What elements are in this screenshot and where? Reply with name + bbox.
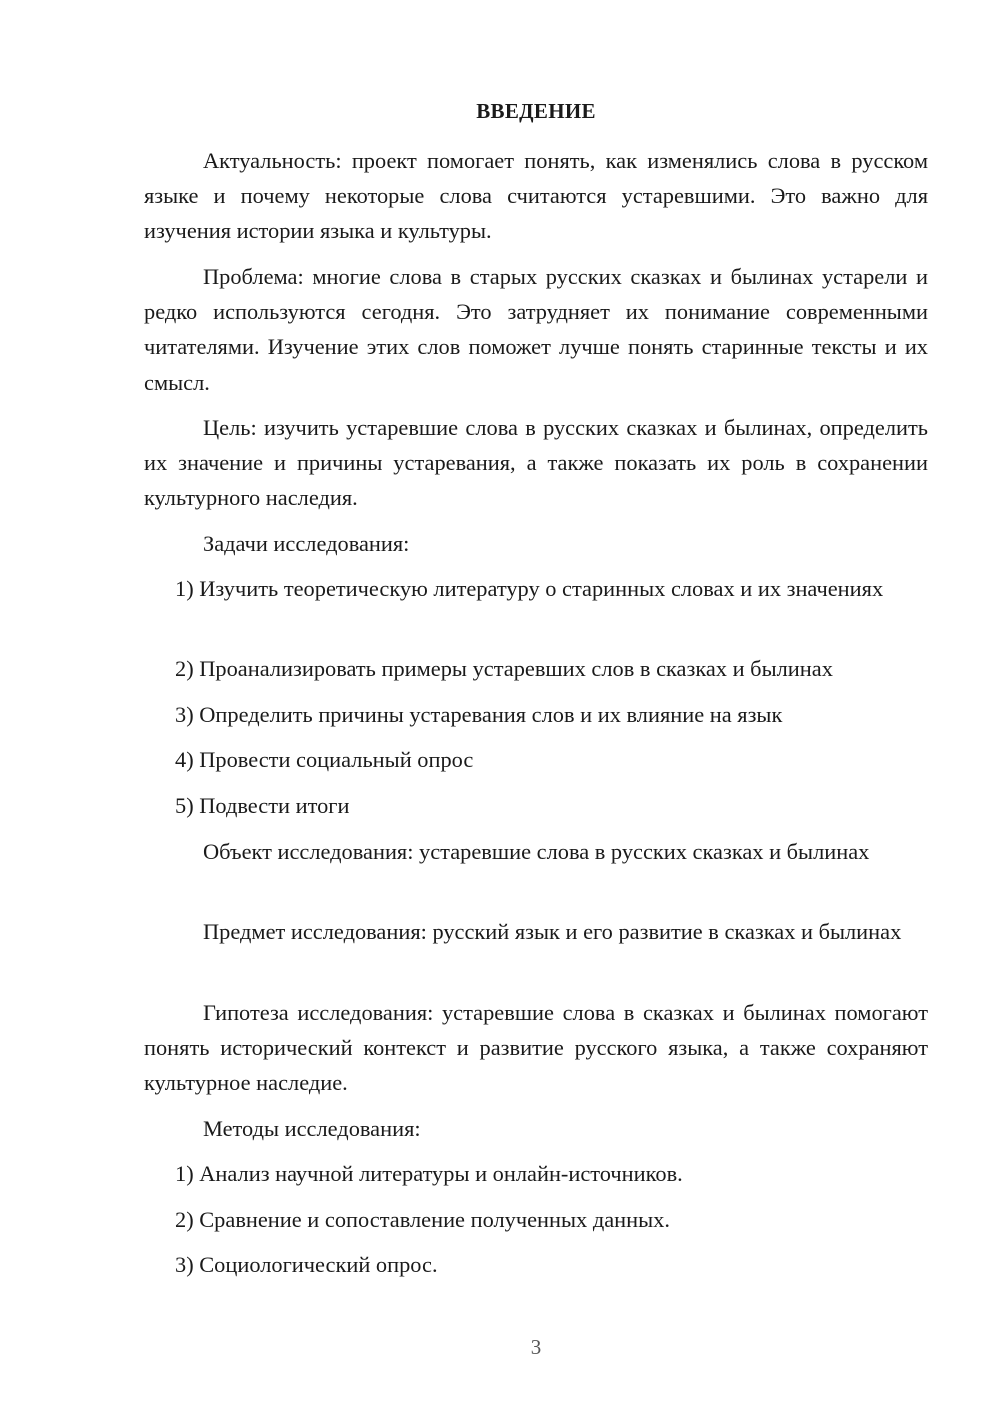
tasks-heading: Задачи исследования: [203, 531, 410, 556]
task-item: 3) Определить причины устаревания слов и их влияние на язык [175, 702, 783, 727]
task-item: 5) Подвести итоги [175, 793, 350, 818]
paragraph-subject: Предмет исследования: русский язык и его развитие в сказках и былинах [203, 919, 902, 944]
task-item: 1) Изучить теоретическую литературу о старинных словах и их значениях [175, 576, 884, 601]
page-title: ВВЕДЕНИЕ [476, 99, 596, 123]
paragraph-object: Объект исследования: устаревшие слова в русских сказках и былинах [203, 839, 870, 864]
paragraph-hypothesis: Гипотеза исследования: устаревшие слова в сказках и былинах помогают понять исторический контекст и развитие русского языка, а также сохраняют культурное наследие. [144, 1000, 928, 1096]
method-item: 3) Социологический опрос. [175, 1252, 438, 1277]
method-item: 1) Анализ научной литературы и онлайн-источников. [175, 1161, 683, 1186]
paragraph-relevance: Актуальность: проект помогает понять, как изменялись слова в русском языке и почему некоторые слова считаются устаревшими. Это важно для изучения истории языка и культуры. [144, 148, 928, 244]
task-item: 4) Провести социальный опрос [175, 747, 474, 772]
paragraph-problem: Проблема: многие слова в старых русских сказках и былинах устарели и редко используются сегодня. Это затрудняет их понимание современными читателями. Изучение этих слов поможет лучше понять старинные тексты и их смысл. [144, 264, 928, 395]
method-item: 2) Сравнение и сопоставление полученных данных. [175, 1207, 670, 1232]
page-number: 3 [530, 1335, 542, 1359]
paragraph-goal: Цель: изучить устаревшие слова в русских сказках и былинах, определить их значение и причины устаревания, а также показать их роль в сохранении культурного наследия. [144, 415, 928, 511]
task-item: 2) Проанализировать примеры устаревших слов в сказках и былинах [175, 656, 833, 681]
methods-heading: Методы исследования: [203, 1116, 421, 1141]
